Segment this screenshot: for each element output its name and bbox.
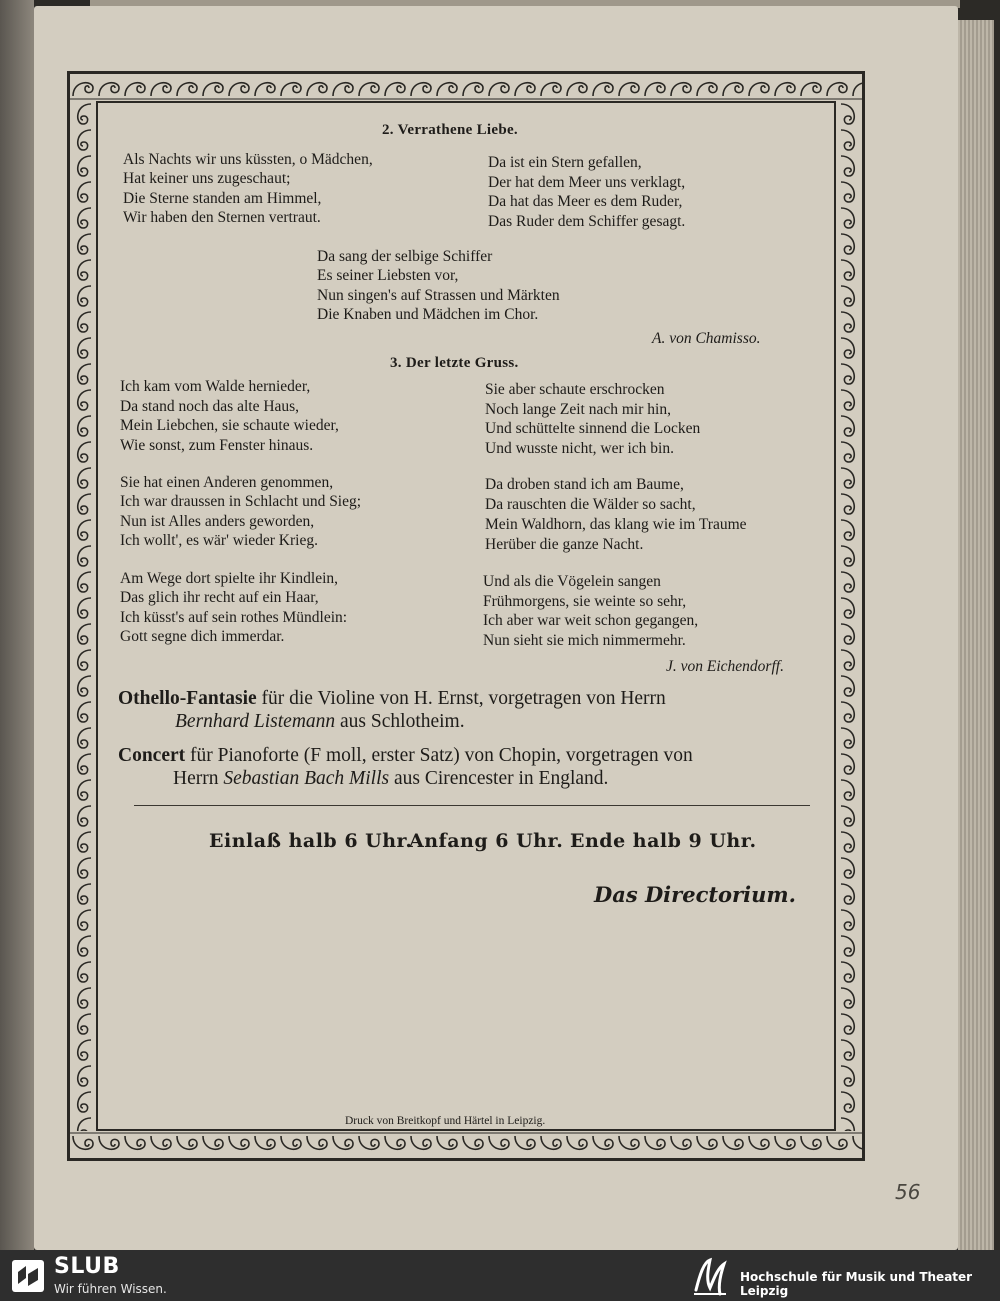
poem3-line: Da rauschten die Wälder so sacht,	[485, 496, 696, 513]
slub-tagline: Wir führen Wissen.	[54, 1282, 167, 1296]
poem3-line: Und als die Vögelein sangen	[483, 573, 661, 590]
othello-origin: aus Schlotheim.	[335, 711, 465, 732]
hmt-name: Hochschule für Musik und Theater Leipzig	[740, 1270, 973, 1298]
poem2-left-line: Als Nachts wir uns küssten, o Mädchen,	[123, 151, 373, 168]
concert-herrn: Herrn	[173, 768, 224, 789]
signature-directorium: Das Directorium.	[594, 882, 796, 907]
poem2-right-line: Der hat dem Meer uns verklagt,	[488, 174, 686, 191]
othello-line-2	[175, 710, 465, 734]
othello-performer: Bernhard Listemann	[175, 711, 336, 732]
poem3-line: Gott segne dich immerdar.	[120, 628, 285, 645]
poem3-line: Das glich ihr recht auf ein Haar,	[120, 589, 319, 606]
poem3-line: Nun sieht sie mich nimmermehr.	[483, 632, 686, 649]
poem3-line: Sie aber schaute erschrocken	[485, 381, 665, 398]
othello-line-1	[118, 687, 666, 711]
divider-rule	[134, 805, 810, 806]
slub-logo-icon	[10, 1258, 46, 1294]
othello-title: Othello-Fantasie	[118, 688, 257, 709]
time-anfang: Anfang 6 Uhr.	[409, 830, 564, 852]
poem2-author: A. von Chamisso.	[652, 330, 761, 347]
poem2-center-line: Die Knaben und Mädchen im Chor.	[317, 306, 539, 323]
poem3-line: Mein Waldhorn, das klang wie im Traume	[485, 516, 747, 533]
concert-performer: Sebastian Bach Mills	[223, 768, 390, 789]
poem3-line: Frühmorgens, sie weinte so sehr,	[483, 593, 687, 610]
poem2-center-line: Da sang der selbige Schiffer	[317, 248, 493, 265]
poem3-title: 3. Der letzte Gruss.	[390, 355, 519, 371]
slub-name: SLUB	[54, 1254, 120, 1279]
time-einlass: Einlaß halb 6 Uhr.	[209, 830, 413, 852]
poem3-line: Da droben stand ich am Baume,	[485, 476, 684, 493]
concert-line-1	[118, 744, 693, 768]
poem3-line: Ich kam vom Walde hernieder,	[120, 378, 311, 395]
poem3-line: Ich küsst's auf sein rothes Mündlein:	[120, 609, 348, 626]
poem3-line: Ich wollt', es wär' wieder Krieg.	[120, 532, 318, 549]
concert-origin: aus Cirencester in England.	[389, 768, 609, 789]
poem3-line: Am Wege dort spielte ihr Kindlein,	[120, 570, 339, 587]
poem3-line: Herüber die ganze Nacht.	[485, 536, 644, 553]
poem3-line: Nun ist Alles anders geworden,	[120, 513, 315, 530]
poem3-author: J. von Eichendorff.	[666, 658, 784, 675]
poem2-left-line: Die Sterne standen am Himmel,	[123, 190, 322, 207]
poem3-line: Und wusste nicht, wer ich bin.	[485, 440, 674, 457]
concert-line-2	[173, 767, 608, 791]
poem3-line: Wie sonst, zum Fenster hinaus.	[120, 437, 314, 454]
hmt-logo-icon	[690, 1254, 730, 1298]
program-content	[96, 101, 836, 1131]
poem3-line: Und schüttelte sinnend die Locken	[485, 420, 701, 437]
viewer-footer-bar	[0, 1250, 1000, 1301]
poem3-line: Mein Liebchen, sie schaute wieder,	[120, 417, 339, 434]
othello-desc: für die Violine von H. Ernst, vorgetragen von Herrn	[256, 688, 666, 709]
pencil-page-number: 56	[895, 1180, 921, 1204]
poem2-left-line: Hat keiner uns zugeschaut;	[123, 170, 291, 187]
poem2-right-line: Da hat das Meer es dem Ruder,	[488, 193, 683, 210]
concert-desc: für Pianoforte (F moll, erster Satz) von Chopin, vorgetragen von	[185, 745, 693, 766]
poem2-center-line: Nun singen's auf Strassen und Märkten	[317, 287, 560, 304]
page-stack-edge	[958, 20, 994, 1250]
printer-credit: Druck von Breitkopf und Härtel in Leipzig.	[345, 1115, 546, 1127]
time-ende: Ende halb 9 Uhr.	[570, 830, 757, 852]
poem3-line: Noch lange Zeit nach mir hin,	[485, 401, 671, 418]
concert-title: Concert	[118, 745, 186, 766]
poem2-right-line: Das Ruder dem Schiffer gesagt.	[488, 213, 686, 230]
poem3-line: Sie hat einen Anderen genommen,	[120, 474, 334, 491]
poem3-line: Da stand noch das alte Haus,	[120, 398, 300, 415]
poem3-line: Ich aber war weit schon gegangen,	[483, 612, 699, 629]
poem2-left-line: Wir haben den Sternen vertraut.	[123, 209, 321, 226]
poem2-right-line: Da ist ein Stern gefallen,	[488, 154, 642, 171]
poem3-line: Ich war draussen in Schlacht und Sieg;	[120, 493, 362, 510]
poem2-title: 2. Verrathene Liebe.	[382, 122, 518, 138]
poem2-center-line: Es seiner Liebsten vor,	[317, 267, 459, 284]
book-gutter	[0, 0, 34, 1250]
